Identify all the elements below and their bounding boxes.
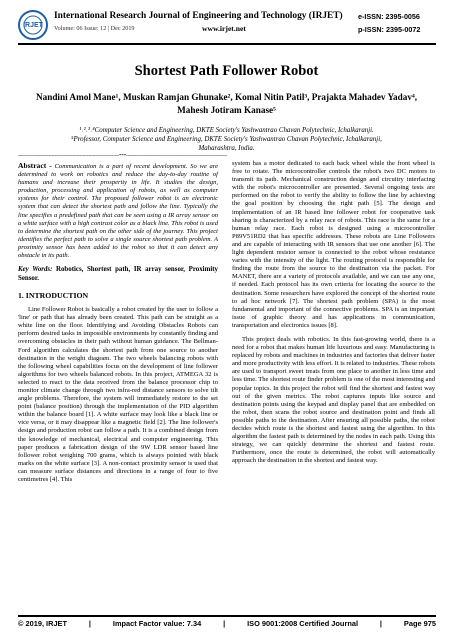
journal-logo (18, 10, 48, 40)
page-footer (18, 619, 436, 628)
authors (20, 91, 433, 116)
intro-paragraph: Line Follower Robot is basically a robot created by the user to follow a 'line' or path that has already been created. This path can be straight as a white line on the floor. Identifying and Avoiding Obstacles Robots can perform desired tasks in impossible environments by constantly finding and overcoming obstacles in their path without human guidance. The Bellman-Ford algorithm calculates the shortest path from one source to another destination in the weight diagram. The two wheels balancing robots with the following wheel capabilities focus on the development of line follower algorithms for two wheels balanced robots. In this project, ATMEGA 32 is selected to react to the data received from the balance processor chip to monitor climate change through two infra-red distance sensors to solve tilt angle problems. Therefore, the system will immediately restore to the set point (balance position) through the implementation of the PID algorithm within the balance board [1]. A white surface may look like a black line or vice versa, or it may disappear like a magnetic field [2]. The line follower's design and production robot can follow a path. It is a combined design from the knowledge of mechanical, electrical and computer engineering. This paper produces a fabrication design of the 9W LDR sensor based line follower robot weighing 700 grams, which is always pointed with black marks on the white surface [3]. A non-contact proximity sensor is used that can measure surface distances and directions in a range of four to five centimetres [4]. This (18, 306, 218, 483)
logo-text: IRJET (23, 21, 43, 29)
footer-impact-factor: Impact Factor value: 7.34 (112, 619, 202, 628)
journal-header (18, 10, 438, 44)
eissn: e-ISSN: 2395-0056 (358, 12, 420, 21)
section-separator: ---------------------------------------------------------------------***--------------------------------------------------------------------- (18, 154, 228, 159)
header-rule (18, 43, 436, 45)
pissn: p-ISSN: 2395-0072 (358, 25, 421, 34)
left-column (18, 162, 218, 490)
section-heading-introduction: 1. INTRODUCTION (18, 290, 89, 300)
keywords-label: Key Words: (18, 266, 53, 274)
body-paragraph-2: This project deals with robotics. In this fast-growing world, there is a need for a robot that makes human life luxurious and easy. Manufacturing is replaced by robots and machines in industries and factories that deliver faster and more productivity with less effort. It is related to industries. These robots are used to transport sweet treats from one place to another in less time and less time. The shortest route finder problem is one of the most interesting and popular topics. In this project the robot will find the shortest and fastest way out of the given metrics. The robot captures inputs like source and destination points using the keypad and display panel that are embedded on the robot, then scans the robot source and destination point and finds all possible paths to the destination. After ensuring all possible paths, the robot decides which route is the shortest and fastest using the algorithm. In this algorithm the fastest path is determined by the nodes in each path. Using this strategy, we can quickly determine the shortest and fastest route. Furthermore, once the route is determined, the robot will automatically approach the destination in the shortest and fastest way. (232, 335, 435, 465)
body-paragraph-1: system has a motor dedicated to each back wheel while the front wheel is free to rotate. The microcontroller controls the robot's two DC motors to transmit its path. Mechanical construction design and circuitry interfacing with the robot's microcontroller are presented. Several ongoing tests are performed on the robot to verify the ability to follow the line by achieving the goal position by choosing the right path [5]. The design and implementation of an IR based line follower robot for cooperative task sharing is characterized by a relay race of robots. This race is the same for a human relay race. Each robot is designed using a microcontroller P89V51RD2 that has specific addresses. These robots are Line Followers and are capable of interacting with IR sensors that use one another [6]. The light dependent resistor sensor is connected to the robot whose resistance varies with the intensity of the light. The routing protocol is responsible for finding the route from the source to the destination via the packet. For MANET, there are a variety of protocols available, and we can use any one, if needed. Each protocol has its own criteria for locating the source to the destination. Some researchers have explored the concept of the shortest route to ad hoc network [7]. The shortest path problem (SPA) is the most fundamental and important of the connective problems. SPA is an important issue of graphic theory and has applications in communication, transportation and electronics issues [8]. (232, 160, 435, 329)
keywords (18, 266, 218, 283)
right-column (232, 160, 435, 471)
footer-iso: ISO 9001:2008 Certified Journal (247, 619, 359, 628)
keywords-text: Robotics, Shortest path, IR array sensor, Proximity Sensor. (18, 266, 218, 282)
footer-divider: | (88, 619, 91, 628)
affiliations (20, 126, 433, 153)
abstract-text: Communication is a part of recent development. So we are determined to work on robotics and reduce the day-to-day routine of humans and increase their prosperity in life. It studies the design, production, processing and application of robots, as well as computer systems for their control. The proposed follower robot is an electronic system that can detect the shortest path and follow the line. Typically the line specifies a predefined path that can be seen using a IR array sensor on a white surface with a high contrast color as a black line. This robot is used to determine the shortest path on the other side of the journey. This project identifies the perfect path to solve a single source shortest path problem. A proximity sensor has been added to the robot so that it can detect any obstacle in its path. (18, 163, 218, 260)
volume-line: Volume: 06 Issue: 12 | Dec 2019 (54, 25, 135, 32)
footer-page-number: Page 975 (403, 619, 436, 628)
authors-line-2: Mahesh Jotiram Kanase⁵ (177, 104, 276, 115)
journal-website-link[interactable]: www.irjet.net (202, 24, 246, 33)
abstract-label: Abstract - (18, 161, 52, 170)
affiliation-line-2: ⁵Professor, Computer Science and Engineering, DKTE Society's Yashwantrao Chavan Polytechnic, Ichalkaranji, (71, 136, 382, 143)
affiliation-line-3: Maharashtra, India. (198, 145, 255, 152)
footer-rule (18, 615, 436, 617)
affiliation-line-1: ¹˒²˒³˒⁴Computer Science and Engineering, DKTE Society's Yashwantrao Chavan Polytechnic, Ichalkaranji. (79, 127, 374, 134)
abstract (18, 162, 218, 260)
paper-title: Shortest Path Follower Robot (134, 63, 319, 79)
footer-divider: | (223, 619, 226, 628)
authors-line-1: Nandini Amol Mane¹, Muskan Ramjan Ghunake², Komal Nitin Patil³, Prajakta Mahadev Yadav⁴, (35, 92, 418, 102)
logo-ring-icon (22, 14, 44, 36)
journal-title: International Research Journal of Engineering and Technology (IRJET) (54, 11, 343, 21)
footer-divider: | (379, 619, 382, 628)
footer-copyright: © 2019, IRJET (18, 619, 67, 628)
